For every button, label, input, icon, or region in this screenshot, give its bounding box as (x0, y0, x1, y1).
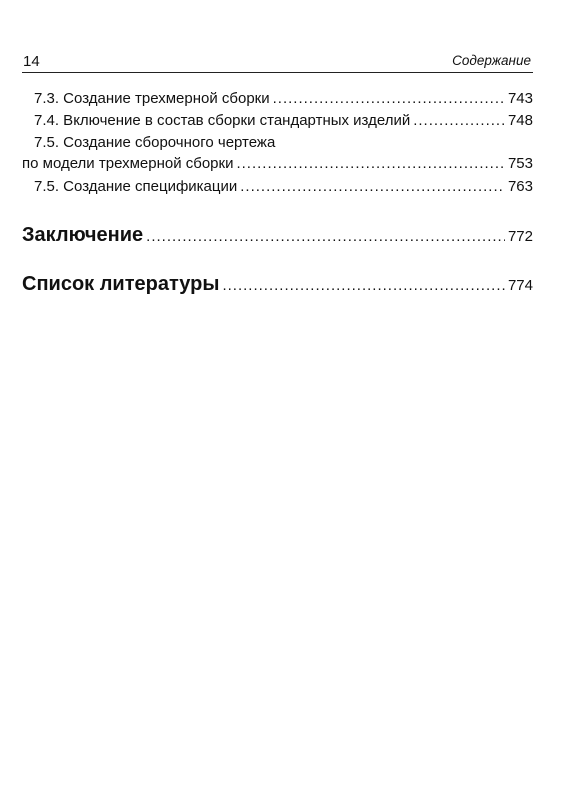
toc-entry-page: 763 (507, 178, 533, 195)
toc-entry-7-3[interactable] (22, 88, 533, 110)
dot-leader (240, 176, 505, 198)
dot-leader (413, 110, 505, 132)
toc-entry-label: Список литературы (22, 273, 220, 295)
toc-entry-7-5-specification[interactable] (22, 176, 533, 198)
dot-leader (273, 88, 505, 110)
dot-leader (146, 224, 505, 250)
page-header (22, 50, 533, 73)
table-of-contents (22, 88, 533, 299)
dot-leader (236, 154, 505, 174)
dot-leader (222, 273, 505, 299)
page-number: 14 (23, 53, 40, 70)
toc-entry-page: 772 (507, 228, 533, 245)
toc-entry-page: 743 (507, 90, 533, 107)
toc-entry-label: 7.5. Создание спецификации (34, 178, 238, 195)
running-title: Содержание (452, 53, 531, 68)
toc-entry-line2 (22, 154, 533, 174)
toc-entry-page: 748 (507, 112, 533, 129)
toc-entry-7-4[interactable] (22, 110, 533, 132)
toc-entry-references[interactable] (22, 271, 533, 299)
toc-entry-page: 753 (507, 155, 533, 172)
toc-entry-label: 7.3. Создание трехмерной сборки (34, 90, 270, 107)
toc-entry-page: 774 (507, 277, 533, 294)
toc-entry-label: 7.4. Включение в состав сборки стандартных изделий (34, 112, 411, 129)
toc-entry-label: Заключение (22, 224, 144, 246)
toc-entry-conclusion[interactable] (22, 222, 533, 250)
toc-entry-label-line2: по модели трехмерной сборки (22, 155, 234, 172)
toc-entry-label-line1: 7.5. Создание сборочного чертежа (34, 134, 276, 151)
toc-entry-7-5-drawing[interactable] (22, 132, 533, 174)
